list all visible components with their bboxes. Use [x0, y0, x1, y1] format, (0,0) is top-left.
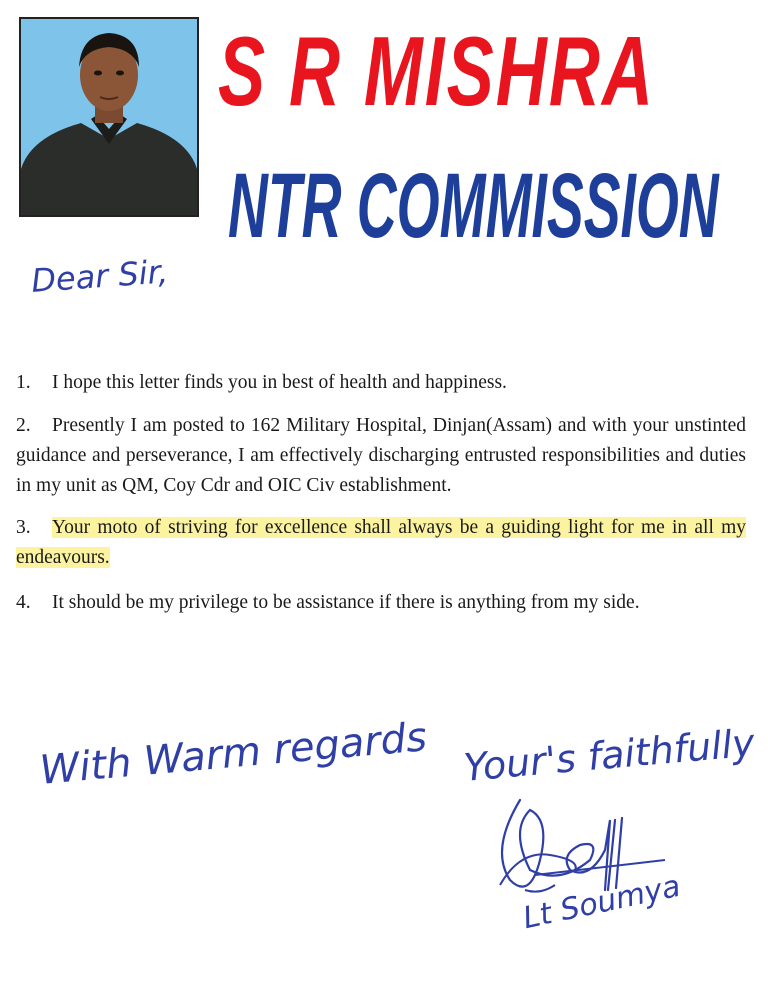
paragraph-number: 1. — [16, 372, 31, 393]
closing-text: Your's faithfully — [462, 720, 757, 790]
paragraph-4 — [16, 588, 746, 618]
signer-name: Lt Soumya — [520, 868, 684, 937]
regards-text: With Warm regards — [38, 714, 429, 794]
portrait-photo — [19, 17, 199, 217]
name-heading: S R MISHRA — [218, 16, 656, 126]
paragraph-3 — [16, 513, 746, 573]
paragraph-text: I hope this letter finds you in best of health and happiness. — [52, 372, 507, 393]
paragraph-number: 3. — [16, 517, 31, 538]
paragraph-text: Presently I am posted to 162 Military Hospital, Dinjan(Assam) and with your unstinted guidance and perseverance, I am effectively discharging entrusted responsibilities and duties in my unit as QM, Coy Cdr and OIC Civ establishment. — [16, 415, 746, 496]
paragraph-2 — [16, 411, 746, 501]
paragraph-text: It should be my privilege to be assistance if there is anything from my side. — [52, 592, 640, 613]
paragraph-number: 2. — [16, 415, 31, 436]
highlighted-paragraph-text: Your moto of striving for excellence shall always be a guiding light for me in all my endeavours. — [16, 517, 746, 568]
paragraph-number: 4. — [16, 592, 31, 613]
greeting: Dear Sir, — [30, 252, 170, 300]
paragraph-1 — [16, 368, 746, 398]
commission-heading: NTR COMMISSION — [228, 155, 719, 257]
